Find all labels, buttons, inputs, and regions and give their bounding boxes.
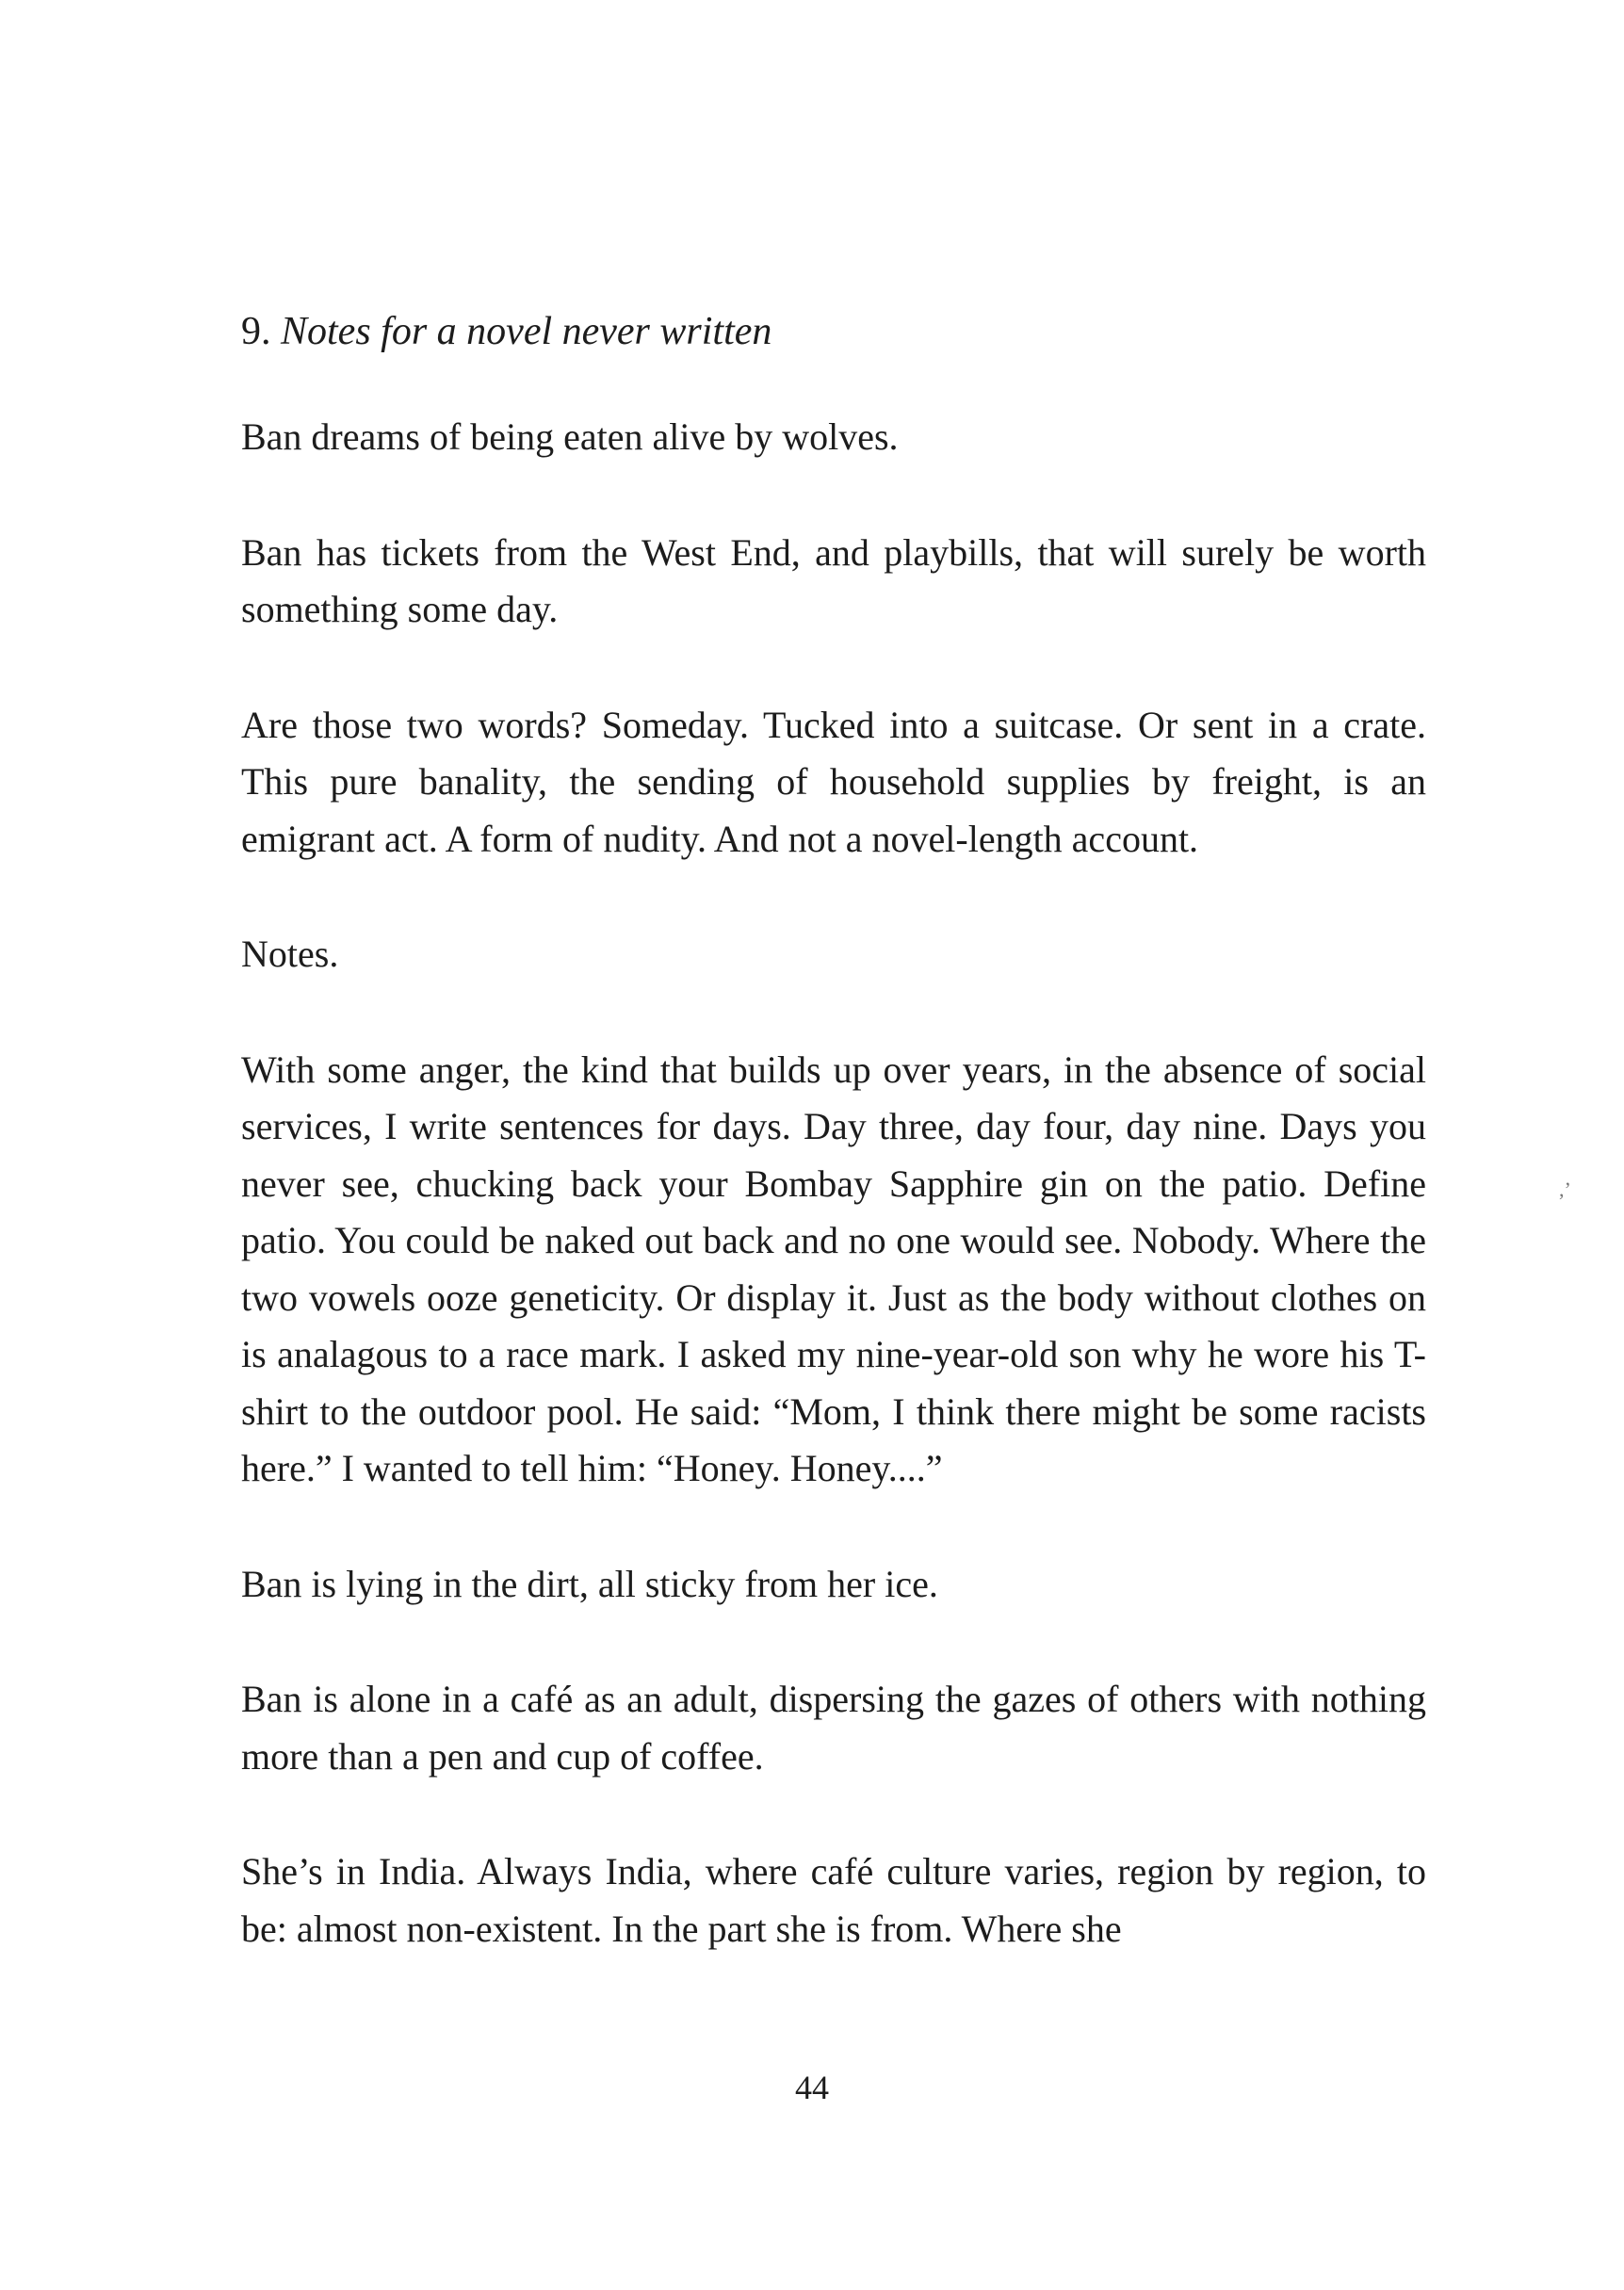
section-title: Notes for a novel never written: [281, 310, 772, 353]
page-number: 44: [795, 2069, 829, 2106]
page-text: [241, 303, 1426, 1957]
paragraph-4: Notes.: [241, 933, 339, 975]
section-number: 9.: [241, 310, 271, 353]
paragraph-2: Ban has tickets from the West End, and playbills, that will surely be worth something some day.: [241, 530, 1426, 630]
section-heading: [241, 303, 1426, 361]
paragraph-5: With some anger, the kind that builds up over years, in the absence of social services, I write sentences for days. Day three, day four, day nine. Days you never see, chucking back your Bombay Sapphire gin on the patio. Define patio. You could be naked out back and no one would see. Nobody. Where the two vowels ooze geneticity. Or display it. Just as the body without clothes on is analagous to a race mark. I asked my nine-year-old son why he wore his T-shirt to the outdoor pool. He said: “Mom, I think there might be some racists here.” I wanted to tell him: “Honey. Honey....”: [241, 1048, 1426, 1489]
paragraph-6: Ban is lying in the dirt, all sticky from her ice.: [241, 1562, 938, 1605]
paragraph-7: Ban is alone in a café as an adult, dispersing the gazes of others with nothing more than a pen and cup of coffee.: [241, 1678, 1426, 1778]
margin-smudge: ,’: [1559, 1177, 1571, 1201]
paragraph-3: Are those two words? Someday. Tucked into a suitcase. Or sent in a crate. This pure banality, the sending of household supplies by freight, is an emigrant act. A form of nudity. And not a novel-length account.: [241, 703, 1426, 860]
paragraph-8: She’s in India. Always India, where café culture varies, region by region, to be: almost non-existent. In the part she is from. Where she: [241, 1850, 1426, 1950]
paragraph-1: Ban dreams of being eaten alive by wolves.: [241, 415, 899, 458]
